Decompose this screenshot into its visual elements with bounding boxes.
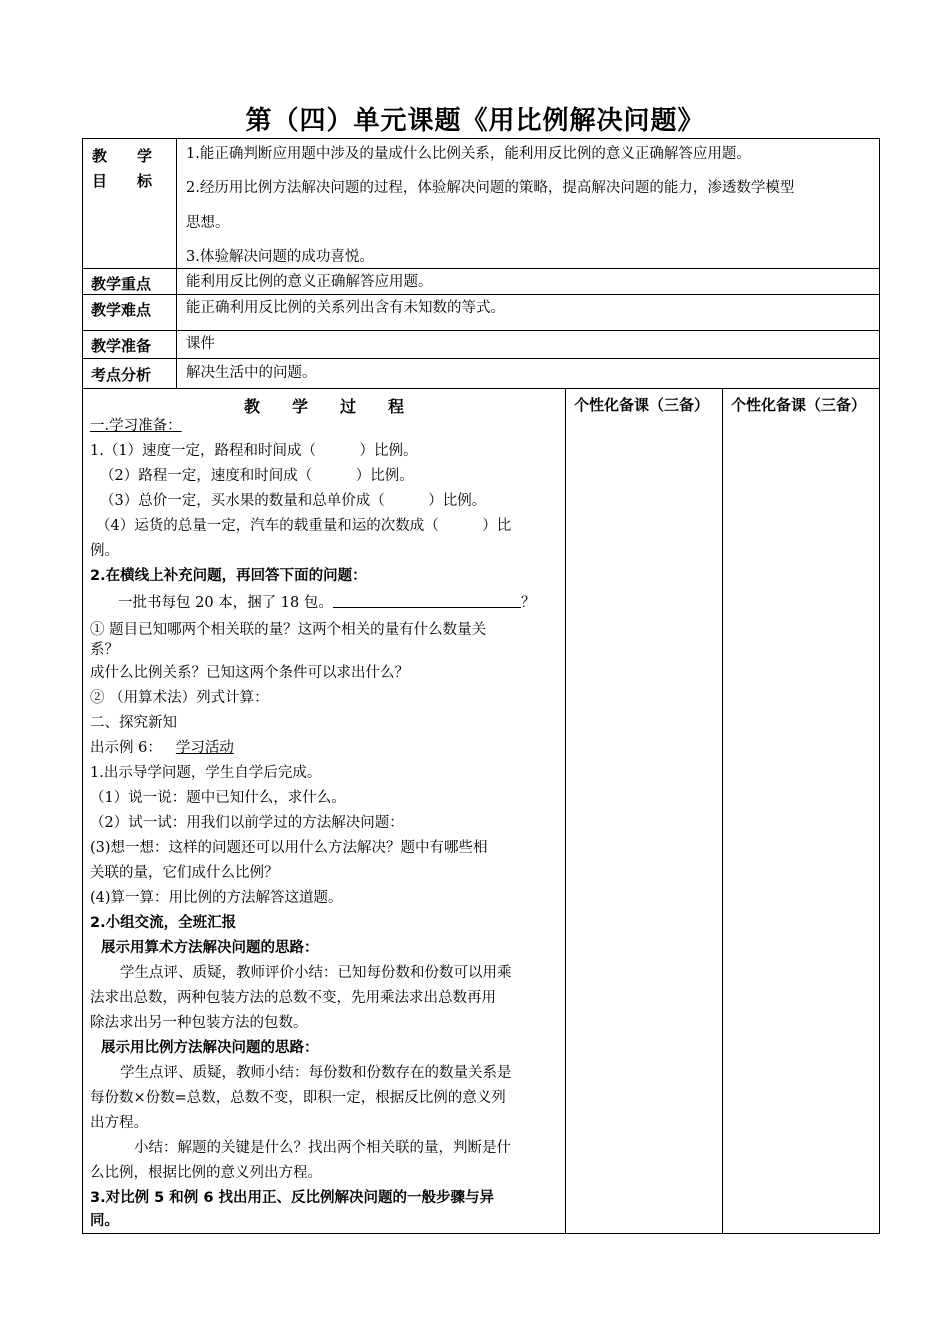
row-divider (82, 268, 880, 269)
process-column-divider (565, 388, 566, 1234)
process-line: 每份数×份数=总数，总数不变，即积一定，根据反比例的意义列 (90, 1090, 506, 1106)
difficulty-text: 能正确利用反比例的关系列出含有未知数的等式。 (186, 300, 505, 316)
goal-line: 1.能正确判断应用题中涉及的量成什么比例关系，能利用反比例的意义正确解答应用题。 (186, 146, 751, 162)
process-line: ② （用算术法）列式计算： (90, 690, 269, 706)
exam-analysis-text: 解决生活中的问题。 (186, 365, 317, 381)
goals-label: 目 标 (92, 172, 153, 190)
process-subheading: 展示用算术方法解决问题的思路： (101, 940, 319, 956)
process-line: 系？ (90, 642, 119, 658)
key-point-label: 教学重点 (91, 275, 152, 293)
label-column-divider (176, 138, 177, 388)
preparation-text: 课件 (186, 336, 215, 352)
process-header: 教 学 过 程 (244, 397, 405, 416)
personalized-prep-header: 个性化备课（三备） (574, 396, 710, 414)
process-text: 一批书每包 20 本，捆了 18 包。 (118, 595, 333, 611)
process-line: 学生点评、质疑，教师评价小结：已知每份数和份数可以用乘 (120, 965, 512, 981)
page-title: 第（四）单元课题《用比例解决问题》 (245, 106, 705, 136)
process-column-divider (722, 388, 723, 1234)
learning-activity-link: 学习活动 (175, 740, 234, 756)
process-line: （4）运货的总量一定，汽车的载重量和运的次数成（ ）比 (96, 518, 512, 534)
row-divider (82, 358, 880, 359)
section-heading: 一.学习准备： (90, 418, 182, 434)
process-line: 1.（1）速度一定，路程和时间成（ ）比例。 (90, 443, 418, 459)
row-divider (82, 388, 880, 389)
row-divider (82, 294, 880, 295)
process-line: 学生点评、质疑，教师小结：每份数和份数存在的数量关系是 (120, 1065, 512, 1081)
preparation-label: 教学准备 (91, 337, 152, 355)
process-text: ？ (520, 595, 536, 611)
process-line: 例。 (90, 543, 119, 559)
goals-label: 教 学 (92, 147, 153, 165)
process-text: 出示例 6： (90, 740, 162, 756)
process-subheading: 展示用比例方法解决问题的思路： (101, 1040, 319, 1056)
process-line: （3）总价一定，买水果的数量和总单价成（ ）比例。 (100, 493, 487, 509)
process-line: 出方程。 (90, 1115, 148, 1131)
process-line: 么比例，根据比例的意义列出方程。 (90, 1165, 322, 1181)
process-line: 小结：解题的关键是什么？找出两个相关联的量，判断是什 (134, 1140, 511, 1156)
section-heading: 二、探究新知 (90, 715, 177, 731)
process-line: （1）说一说：题中已知什么，求什么。 (90, 790, 346, 806)
process-line: (3)想一想：这样的问题还可以用什么方法解决？题中有哪些相 (90, 840, 488, 856)
process-line: （2）路程一定，速度和时间成（ ）比例。 (100, 468, 414, 484)
process-subheading: 2.小组交流，全班汇报 (90, 915, 237, 931)
row-divider (82, 330, 880, 331)
process-line (118, 593, 535, 612)
process-line: 1.出示导学问题，学生自学后完成。 (90, 765, 322, 781)
process-line: 除法求出另一种包装方法的包数。 (90, 1015, 308, 1031)
process-line: ① 题目已知哪两个相关联的量？这两个相关的量有什么数量关 (90, 622, 487, 638)
process-line (90, 740, 234, 757)
personalized-prep-header: 个性化备课（三备） (731, 396, 867, 414)
goal-line: 3.体验解决问题的成功喜悦。 (186, 249, 374, 265)
process-subheading: 3.对比例 5 和例 6 找出用正、反比例解决问题的一般步骤与异 (90, 1190, 494, 1206)
process-subheading: 2.在横线上补充问题，再回答下面的问题： (90, 568, 367, 584)
exam-analysis-label: 考点分析 (91, 366, 152, 384)
process-line: (4)算一算：用比例的方法解答这道题。 (90, 890, 343, 906)
answer-blank[interactable] (333, 593, 521, 608)
goal-line: 思想。 (186, 215, 230, 231)
process-line: 法求出总数，两种包装方法的总数不变，先用乘法求出总数再用 (90, 990, 496, 1006)
goal-line: 2.经历用比例方法解决问题的过程，体验解决问题的策略，提高解决问题的能力，渗透数学模型 (186, 180, 795, 196)
difficulty-label: 教学难点 (91, 301, 152, 319)
key-point-text: 能利用反比例的意义正确解答应用题。 (186, 274, 433, 290)
process-line: 成什么比例关系？已知这两个条件可以求出什么？ (90, 665, 409, 681)
process-subheading: 同。 (90, 1213, 119, 1229)
process-line: 关联的量，它们成什么比例？ (90, 865, 279, 881)
process-line: （2）试一试：用我们以前学过的方法解决问题： (90, 815, 404, 831)
